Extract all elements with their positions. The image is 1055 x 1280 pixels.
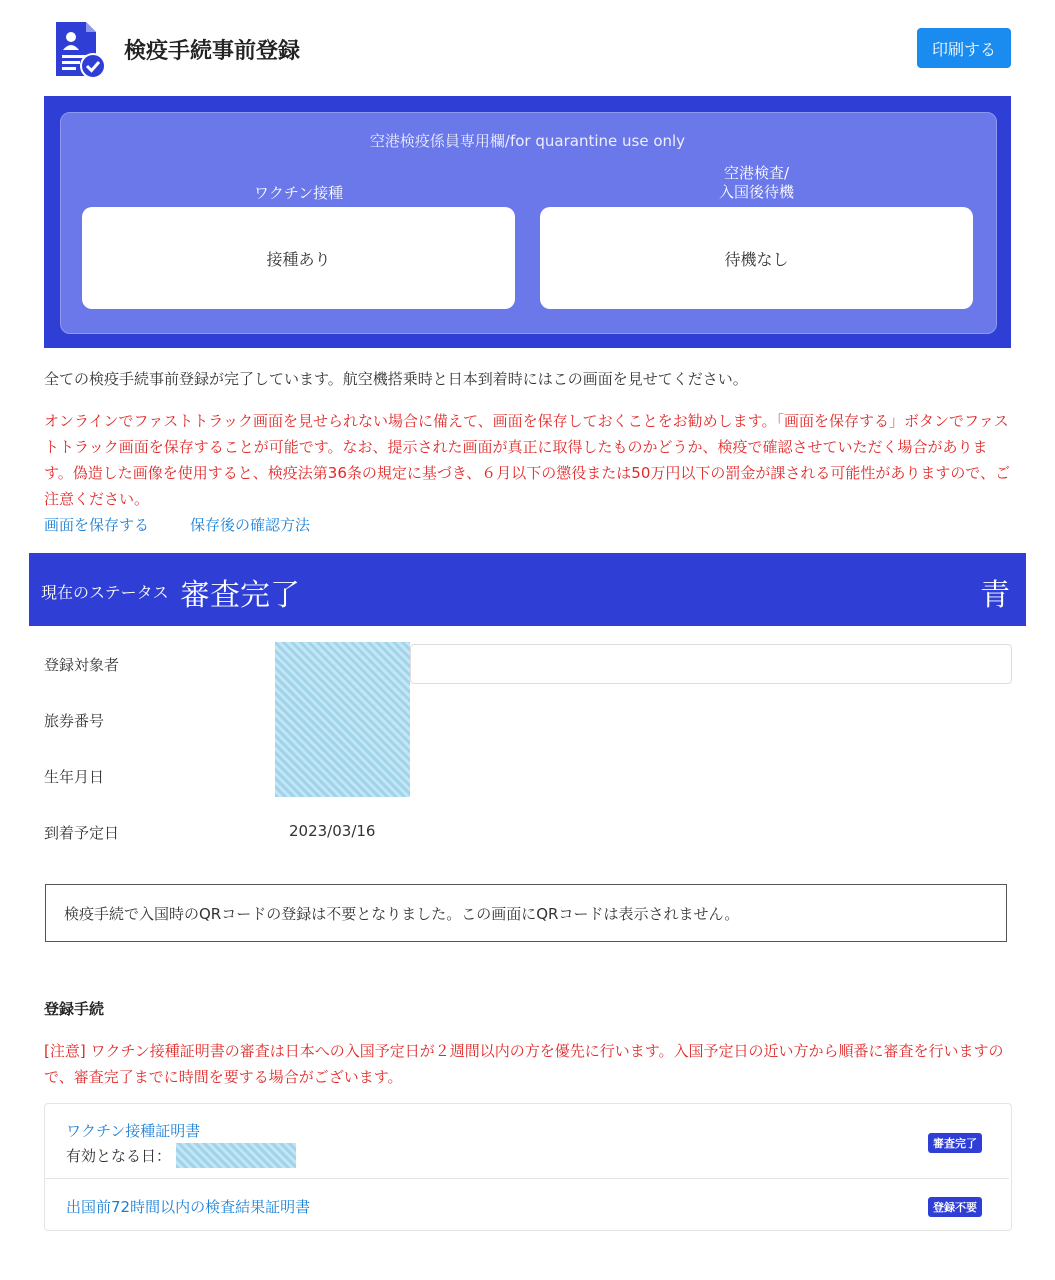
status-color: 青 bbox=[980, 578, 1010, 613]
vaccine-label: ワクチン接種 bbox=[253, 184, 344, 202]
redacted-personal-info bbox=[275, 642, 410, 797]
document-check-icon bbox=[52, 20, 106, 80]
arrival-label: 到着予定日 bbox=[44, 824, 120, 842]
registrant-label: 登録対象者 bbox=[44, 656, 120, 674]
passport-label: 旅券番号 bbox=[44, 712, 105, 730]
vaccine-certificate-link[interactable]: ワクチン接種証明書 bbox=[66, 1122, 201, 1140]
wait-label bbox=[540, 164, 973, 202]
wait-status-card bbox=[540, 207, 973, 309]
test-certificate-link[interactable]: 出国前72時間以内の検査結果証明書 bbox=[66, 1198, 311, 1216]
quarantine-heading: 空港検疫係員専用欄/for quarantine use only bbox=[369, 132, 686, 150]
arrival-date-value: 2023/03/16 bbox=[289, 822, 376, 840]
status-label: 現在のステータス bbox=[41, 583, 169, 602]
wait-label-line2: 入国後待機 bbox=[718, 183, 794, 201]
birthdate-label: 生年月日 bbox=[44, 768, 105, 786]
review-complete-badge: 審査完了 bbox=[928, 1133, 982, 1153]
vaccine-status-value: 接種あり bbox=[266, 249, 331, 269]
qr-notice-text: 検疫手続で入国時のQRコードの登録は不要となりました。この画面にQRコードは表示されません。 bbox=[64, 904, 740, 923]
status-value: 審査完了 bbox=[180, 578, 300, 613]
completion-notice: 全ての検疫手続事前登録が完了しています。航空機搭乗時と日本到着時にはこの画面を見せてください。 bbox=[44, 370, 748, 388]
save-screen-link[interactable]: 画面を保存する bbox=[44, 516, 150, 534]
save-warning: オンラインでファストトラック画面を見せられない場合に備えて、画面を保存しておくことをお勧めします。「画面を保存する」ボタンでファストトラック画面を保存することが可能です。なお、提示された画面が真正に取得したものかどうか、検疫で確認させていただく場合があります。偽造した画像を使用すると、検疫法第36条の規定に基づき、６月以下の懲役または50万円以下の罰金が課される可能性がありますので、ご注意ください。 bbox=[44, 412, 1011, 508]
wait-status-value: 待機なし bbox=[724, 249, 789, 269]
qr-notice-box bbox=[45, 884, 1007, 942]
status-bar bbox=[29, 553, 1026, 626]
registrant-field bbox=[410, 644, 1012, 684]
valid-from-label: 有効となる日： bbox=[66, 1147, 172, 1165]
page-title: 検疫手続事前登録 bbox=[124, 39, 301, 64]
print-button[interactable]: 印刷する bbox=[917, 28, 1011, 68]
vaccine-status-card bbox=[82, 207, 515, 309]
confirm-method-link[interactable]: 保存後の確認方法 bbox=[190, 516, 311, 534]
not-required-badge: 登録不要 bbox=[928, 1197, 982, 1217]
procedures-title: 登録手続 bbox=[44, 1000, 105, 1018]
procedures-warning: [注意] ワクチン接種証明書の審査は日本への入国予定日が２週間以内の方を優先に行います。入国予定日の近い方から順番に審査を行いますので、審査完了までに時間を要する場合がございます。 bbox=[44, 1042, 1004, 1086]
list-divider bbox=[45, 1178, 1009, 1179]
wait-label-line1: 空港検査/ bbox=[723, 164, 790, 182]
redacted-valid-date bbox=[176, 1143, 296, 1168]
